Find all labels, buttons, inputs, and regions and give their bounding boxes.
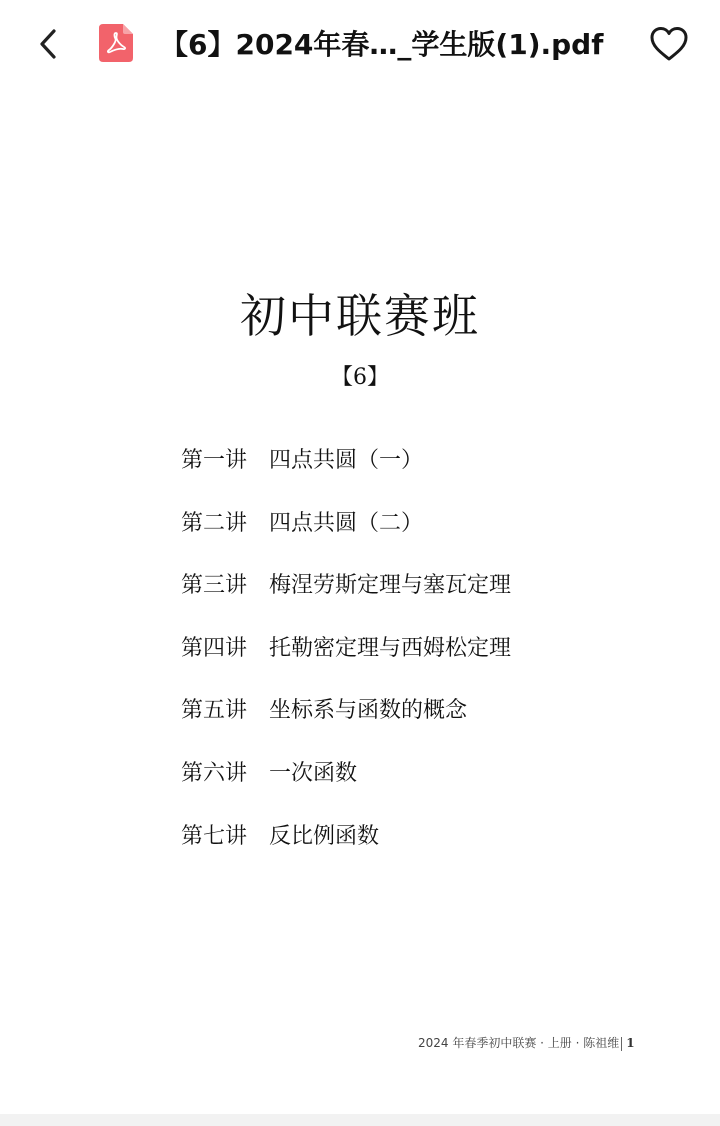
- pdf-page[interactable]: [0, 86, 720, 1114]
- bottom-strip: [0, 1114, 720, 1126]
- top-toolbar: [0, 0, 720, 86]
- lecture-number: 第七讲: [181, 823, 248, 849]
- favorite-button[interactable]: [646, 22, 692, 66]
- page-footer: [418, 1034, 635, 1051]
- footer-divider: [621, 1037, 622, 1051]
- lecture-topic: 反比例函数: [269, 823, 380, 849]
- toc-item: [181, 696, 601, 759]
- document-title: 初中联赛班: [240, 289, 480, 343]
- lecture-number: 第四讲: [181, 635, 248, 661]
- lecture-number: 第一讲: [181, 448, 248, 473]
- lecture-topic: 一次函数: [269, 760, 358, 786]
- table-of-contents: [181, 446, 601, 884]
- chevron-left-icon: [37, 27, 59, 61]
- pdf-icon: [99, 24, 133, 62]
- lecture-topic: 托勒密定理与西姆松定理: [269, 635, 512, 661]
- lecture-number: 第三讲: [181, 573, 248, 599]
- page-number: 1: [626, 1036, 635, 1050]
- heart-outline-icon: [649, 26, 689, 62]
- lecture-topic: 四点共圆（一）: [269, 448, 424, 473]
- lecture-topic: 坐标系与函数的概念: [269, 698, 468, 724]
- toc-item: [181, 509, 601, 572]
- toc-item: [181, 759, 601, 822]
- lecture-number: 第六讲: [181, 760, 248, 786]
- toc-item: [181, 446, 601, 509]
- lecture-topic: 四点共圆（二）: [269, 510, 424, 536]
- footer-text: 2024 年春季初中联赛 · 上册 · 陈祖维: [418, 1036, 620, 1050]
- back-button[interactable]: [28, 24, 68, 64]
- lecture-topic: 梅涅劳斯定理与塞瓦定理: [269, 573, 512, 599]
- toc-item: [181, 571, 601, 634]
- toc-item: [181, 822, 601, 885]
- toc-item: [181, 634, 601, 697]
- lecture-number: 第五讲: [181, 698, 248, 724]
- file-title: 【6】2024年春…_学生版(1).pdf: [160, 28, 604, 61]
- document-subtitle: 【6】: [331, 365, 389, 390]
- lecture-number: 第二讲: [181, 510, 248, 536]
